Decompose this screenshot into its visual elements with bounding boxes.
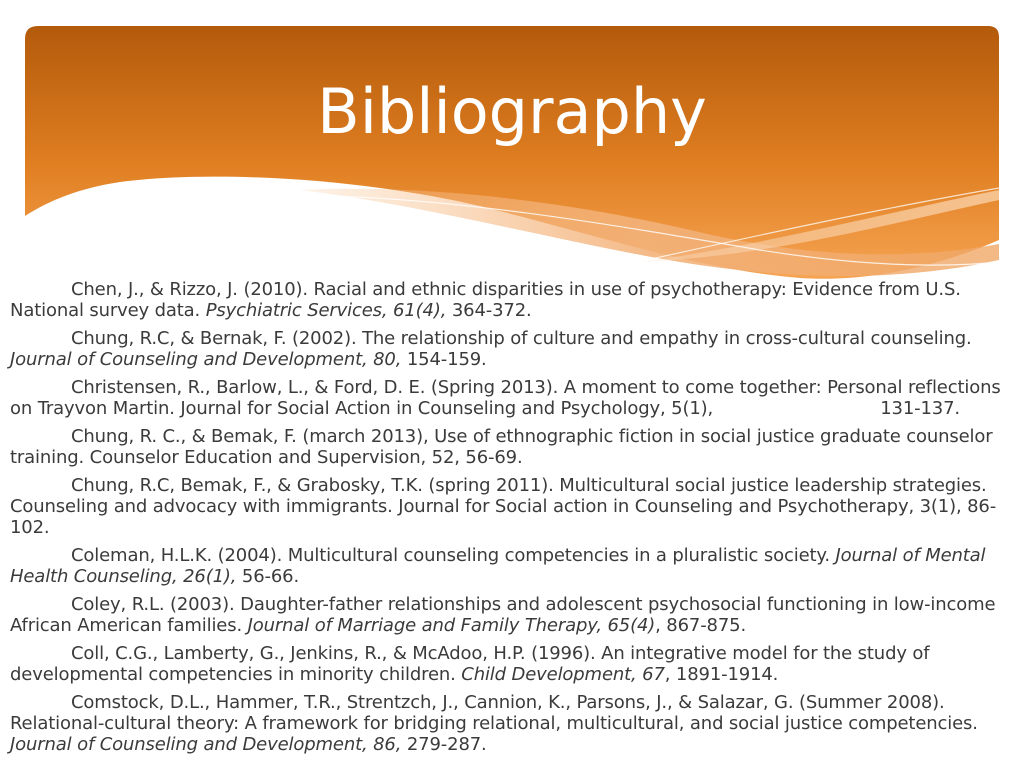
reference-text: Coleman, H.L.K. (2004). Multicultural counseling competencies in a pluralistic society.	[71, 545, 836, 566]
reference-source-title: Journal of Counseling and Development, 86,	[10, 734, 402, 755]
reference-text: , 867-875.	[655, 615, 747, 636]
title-banner	[0, 0, 1024, 290]
reference-entry	[10, 426, 1014, 468]
reference-source-title: Journal of Counseling and Development, 80,	[10, 349, 402, 370]
reference-text: Chung, R.C, Bemak, F., & Grabosky, T.K. (spring 2011). Multicultural social justice leadership strategies. Counseling and advocacy with immigrants. Journal for Social action in Counseling and Psychotherapy, 3(1), 86-102.	[10, 475, 997, 538]
reference-entry	[10, 545, 1014, 587]
reference-entry	[10, 328, 1014, 370]
banner-shape	[25, 26, 999, 279]
reference-text: 154-159.	[401, 349, 487, 370]
reference-text: Comstock, D.L., Hammer, T.R., Strentzch, J., Cannion, K., Parsons, J., & Salazar, G. (Summer 2008). Relational-cultural theory: A framework for bridging relational, multicultural, and social justice competencies.	[10, 692, 978, 734]
reference-text: Coll, C.G., Lamberty, G., Jenkins, R., & McAdoo, H.P. (1996). An integrative model for the study of developmental competencies in minority children.	[10, 643, 930, 685]
reference-source-title: Child Development, 67	[461, 664, 665, 685]
reference-entry	[10, 643, 1014, 685]
reference-source-title: Journal of Marriage and Family Therapy, 65(4)	[247, 615, 656, 636]
reference-text: , 1891-1914.	[664, 664, 779, 685]
reference-text: 56-66.	[236, 566, 300, 587]
reference-text: 364-372.	[446, 300, 532, 321]
reference-source-title: Psychiatric Services, 61(4),	[205, 300, 447, 321]
reference-text: Coley, R.L. (2003). Daughter-father relationships and adolescent psychosocial functioning in low-income African American families.	[10, 594, 996, 636]
reference-entry	[10, 279, 1014, 321]
reference-entry	[10, 475, 1014, 538]
reference-entry	[10, 692, 1014, 755]
reference-text: Christensen, R., Barlow, L., & Ford, D. E. (Spring 2013). A moment to come together: Personal reflections on Trayvon Martin. Journal for Social Action in Counseling and Psychology, 5(1), 131-137.	[10, 377, 1001, 419]
reference-entry	[10, 377, 1014, 419]
reference-text: Chung, R. C., & Bemak, F. (march 2013), Use of ethnographic fiction in social justice graduate counselor training. Counselor Education and Supervision, 52, 56-69.	[10, 426, 993, 468]
reference-text: Chen, J., & Rizzo, J. (2010). Racial and ethnic disparities in use of psychotherapy: Evidence from U.S. National survey data.	[10, 279, 961, 321]
reference-source-title: Journal of Mental Health Counseling, 26(1),	[10, 545, 986, 587]
slide-title: Bibliography	[317, 75, 707, 148]
reference-list	[10, 279, 1014, 762]
reference-entry	[10, 594, 1014, 636]
reference-text: 279-287.	[401, 734, 487, 755]
reference-text: Chung, R.C, & Bernak, F. (2002). The relationship of culture and empathy in cross-cultural counseling.	[71, 328, 972, 349]
